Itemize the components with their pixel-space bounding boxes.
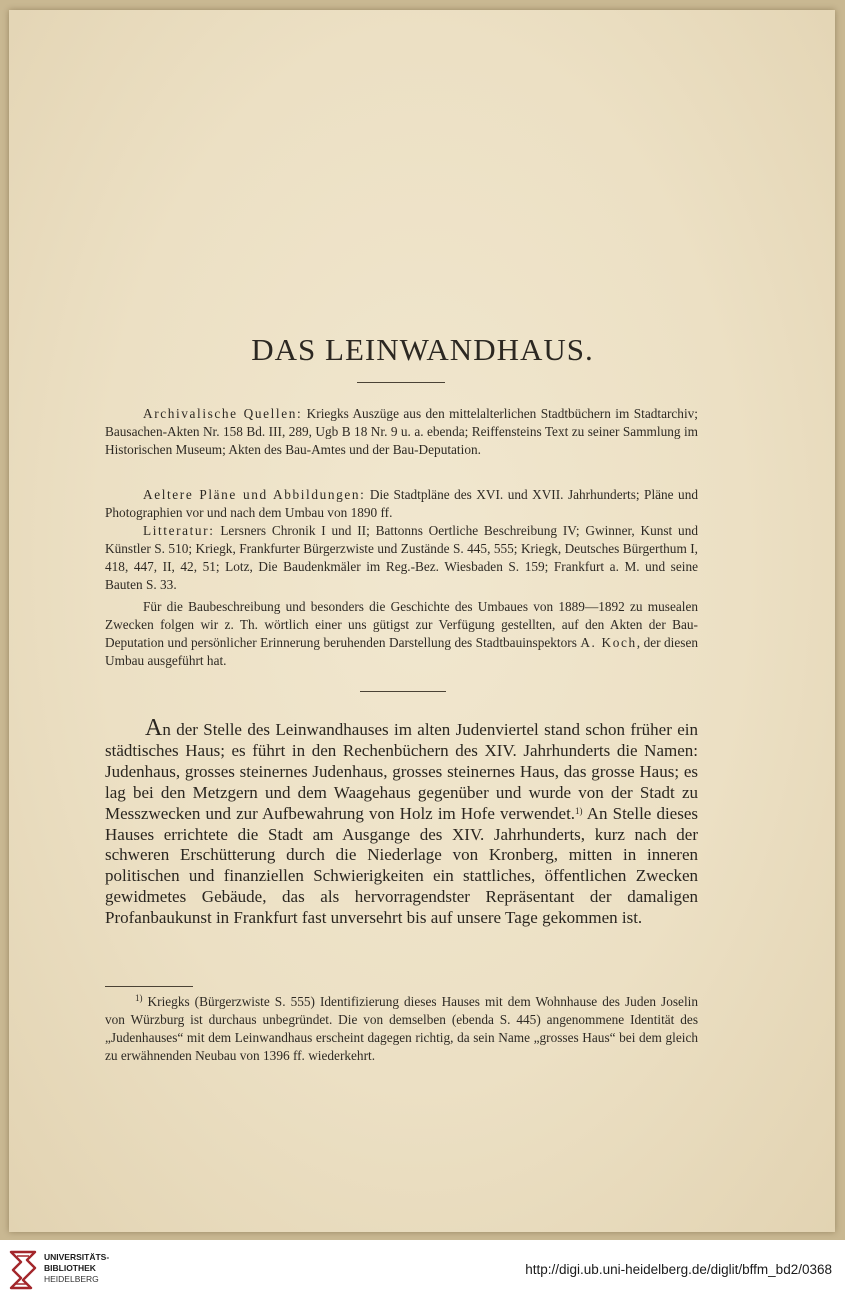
library-name-line3: HEIDELBERG	[44, 1274, 99, 1284]
sources-archival	[105, 405, 698, 459]
note-author: A. Koch	[580, 635, 637, 651]
literature-label: Litteratur:	[143, 523, 215, 538]
section-divider	[360, 691, 446, 692]
sources-literature	[105, 522, 698, 594]
archival-label: Archivalische Quellen:	[143, 406, 303, 421]
footnote	[105, 993, 698, 1065]
initial-letter: A	[145, 715, 163, 741]
body-text-after: An Stelle dieses Hauses errichtete die Stadt am Ausgange des XIV. Jahrhunderts, kurz nach der schweren Erschütterung durch die Niederlage von Kronberg, mitten in inneren politischen und finanziellen Schwierigkeiten ein stattliches, öffentlichen Zwecken gewidmetes Gebäude, das als hervorragendster Repräsentant der damaligen Profanbaukunst in Frankfurt fast unversehrt bis auf unsere Tage gekommen ist.	[105, 803, 698, 928]
footnote-marker: 1)	[135, 993, 143, 1003]
library-name-line1: UNIVERSITÄTS-	[44, 1252, 110, 1262]
archival-text: Kriegks Auszüge aus den mittelalterlichen Stadtbüchern im Stadtarchiv; Bausachen-Akten Nr. 158 Bd. III, 289, Ugb B 18 Nr. 9 u. a. ebenda; Reiffensteins Text zu seiner Sammlung im Historischen Museum; Akten des Bau-Amtes und der Bau-Deputation.	[105, 406, 698, 458]
note-text-after: , der diesen Umbau ausgeführt hat.	[105, 635, 698, 669]
page-title: DAS LEINWANDHAUS.	[251, 332, 594, 367]
library-name-line2: BIBLIOTHEK	[44, 1263, 96, 1273]
title-divider	[357, 382, 445, 383]
page-url[interactable]: http://digi.ub.uni-heidelberg.de/diglit/bffm_bd2/0368	[525, 1262, 832, 1277]
library-logo-icon[interactable]	[9, 1248, 37, 1292]
footnote-text: Kriegks (Bürgerzwiste S. 555) Identifizierung dieses Hauses mit dem Wohnhause des Juden Joselin von Würzburg ist durchaus unbegründet. Die von demselben (ebenda S. 445) angenommene Identität des „Judenhauses“ mit dem Leinwandhaus erscheint dagegen richtig, da sein Name „grosses Haus“ bei dem gleich zu erwähnenden Neubau von 1396 ff. wiederkehrt.	[105, 994, 698, 1064]
plans-text: Die Stadtpläne des XVI. und XVII. Jahrhunderts; Pläne und Photographien vor und nach dem Umbau von 1890 ff.	[105, 487, 698, 521]
viewer-footer	[0, 1240, 845, 1301]
literature-text: Lersners Chronik I und II; Battonns Oertliche Beschreibung IV; Gwinner, Kunst und Künstler S. 510; Kriegk, Frankfurter Bürgerzwiste und Zustände S. 445, 555; Kriegk, Deutsches Bürgerthum I, 418, 447, II, 42, 51; Lotz, Die Baudenkmäler im Reg.-Bez. Wiesbaden S. 159; Frankfurt a. M. und seine Bauten S. 33.	[105, 523, 698, 593]
plans-label: Aeltere Pläne und Abbildungen:	[143, 487, 366, 502]
footnote-divider	[105, 986, 193, 987]
sources-plans	[105, 486, 698, 522]
library-name[interactable]	[44, 1252, 109, 1285]
body-paragraph	[105, 716, 698, 929]
acknowledgement-note	[105, 598, 698, 670]
body-text-before: n der Stelle des Leinwandhauses im alten Judenviertel stand schon früher ein städtisches Haus; es führt in den Rechenbüchern des XIV. Jahrhunderts die Namen: Judenhaus, grosses steinernes Judenhaus, grosses steinernes Haus, das grosse Haus; es lag bei den Metzgern und dem Waagehaus gegenüber und wurde von der Stadt zu Messzwecken und zur Aufbewahrung von Holz im Hofe verwendet.	[105, 720, 698, 823]
footnote-reference[interactable]: 1)	[575, 805, 583, 816]
note-text-before: Für die Baubeschreibung und besonders die Geschichte des Umbaues von 1889—1892 zu musealen Zwecken folgen wir z. Th. wörtlich einer uns gütigst zur Verfügung gestellten, auf den Akten der Bau-Deputation und persönlicher Erinnerung beruhenden Darstellung des Stadtbauinspektors	[105, 599, 698, 651]
